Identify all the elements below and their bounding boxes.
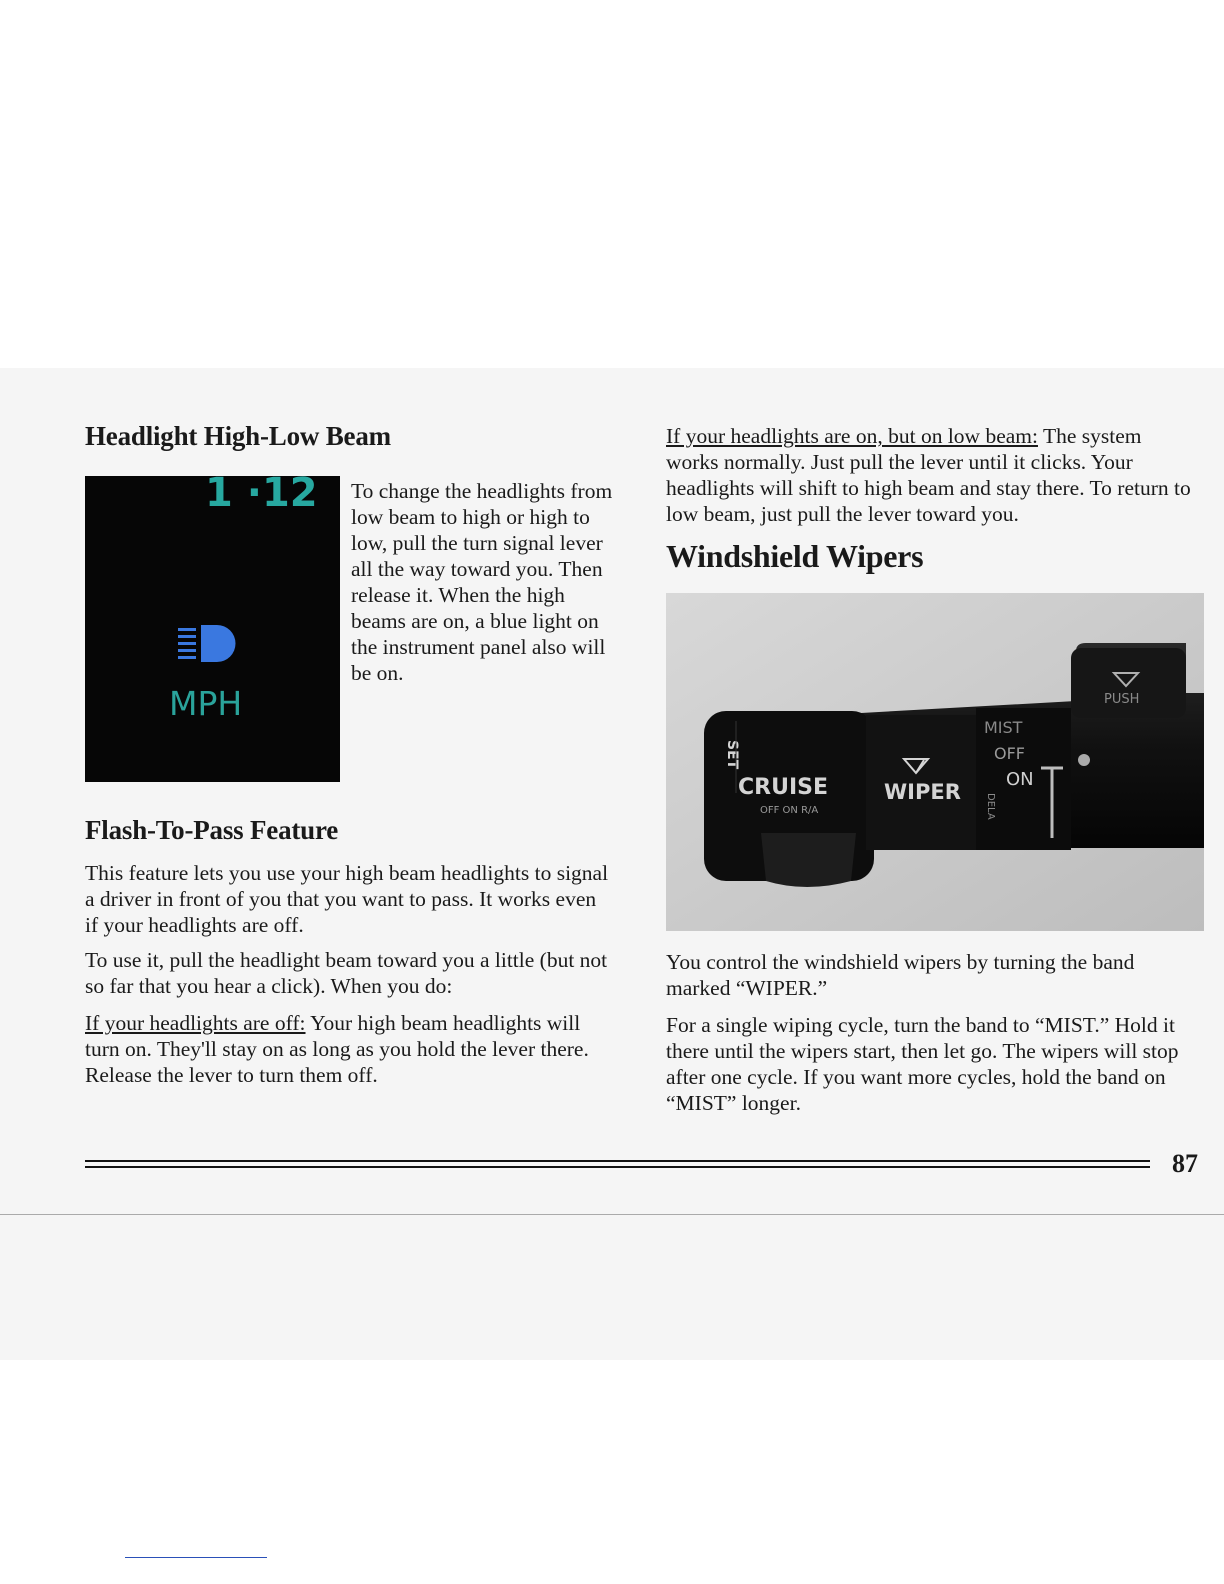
mph-label: MPH: [169, 684, 243, 723]
section-heading-flash-to-pass: Flash-To-Pass Feature: [85, 815, 339, 845]
push-label: PUSH: [1104, 692, 1140, 707]
flash-to-pass-paragraph-3: [85, 1010, 610, 1088]
headlights-off-body: Your high beam headlights will turn on. They'll stay on as long as you hold the lever there. Release the lever to turn them off.: [85, 1011, 589, 1087]
footer-rule-top: [85, 1160, 1150, 1162]
cruise-modes-label: OFF ON R/A: [760, 805, 819, 816]
headlight-intro-text: To change the headlights from low beam to high or high to low, pull the turn signal lever all the way toward you. Then release it. When the high beams are on, a blue light on the instrument panel also will be on.: [351, 479, 613, 685]
set-label: SET: [724, 740, 740, 770]
delay-label: DELA: [985, 793, 996, 820]
cruise-label: CRUISE: [738, 775, 829, 800]
flash-to-pass-paragraph-2: To use it, pull the headlight beam toward you a little (but not so far that you hear a click). When you do:: [85, 948, 608, 998]
headlight-indicator-figure: [85, 476, 340, 782]
off-label: OFF: [994, 744, 1025, 763]
speedometer-digits: 1 ·12: [205, 476, 318, 516]
bottom-link-line: [125, 1557, 267, 1558]
low-beam-paragraph: [666, 423, 1196, 527]
wiper-control-figure: [666, 593, 1204, 931]
section-heading-headlight-beam: Headlight High-Low Beam: [85, 421, 391, 451]
wiper-label: WIPER: [884, 780, 961, 804]
on-label: ON: [1006, 769, 1034, 790]
wiper-paragraph-2: For a single wiping cycle, turn the band to “MIST.” Hold it there until the wipers start, then let go. The wipers will stop after one cycle. If you want more cycles, hold the band on “MIST” longer.: [666, 1013, 1179, 1115]
page-number: 87: [1172, 1149, 1198, 1178]
flash-to-pass-paragraph-1: This feature lets you use your high beam headlights to signal a driver in front of you that you want to pass. It works even if your headlights are off.: [85, 861, 609, 937]
headlights-off-lead: If your headlights are off:: [85, 1011, 306, 1035]
wiper-paragraph-1: You control the windshield wipers by turning the band marked “WIPER.”: [666, 950, 1135, 1000]
low-beam-body: The system works normally. Just pull the lever until it clicks. Your headlights will shift to high beam and stay there. To return to low beam, just pull the lever toward you.: [666, 424, 1191, 526]
high-beam-icon: [178, 625, 236, 662]
mist-label: MIST: [984, 718, 1023, 737]
footer-rule-bottom: [85, 1166, 1150, 1168]
page-edge-line: [0, 1214, 1224, 1215]
section-heading-windshield-wipers: Windshield Wipers: [666, 538, 924, 574]
low-beam-lead: If your headlights are on, but on low beam:: [666, 424, 1038, 448]
cruise-switch-tab: [761, 833, 856, 887]
